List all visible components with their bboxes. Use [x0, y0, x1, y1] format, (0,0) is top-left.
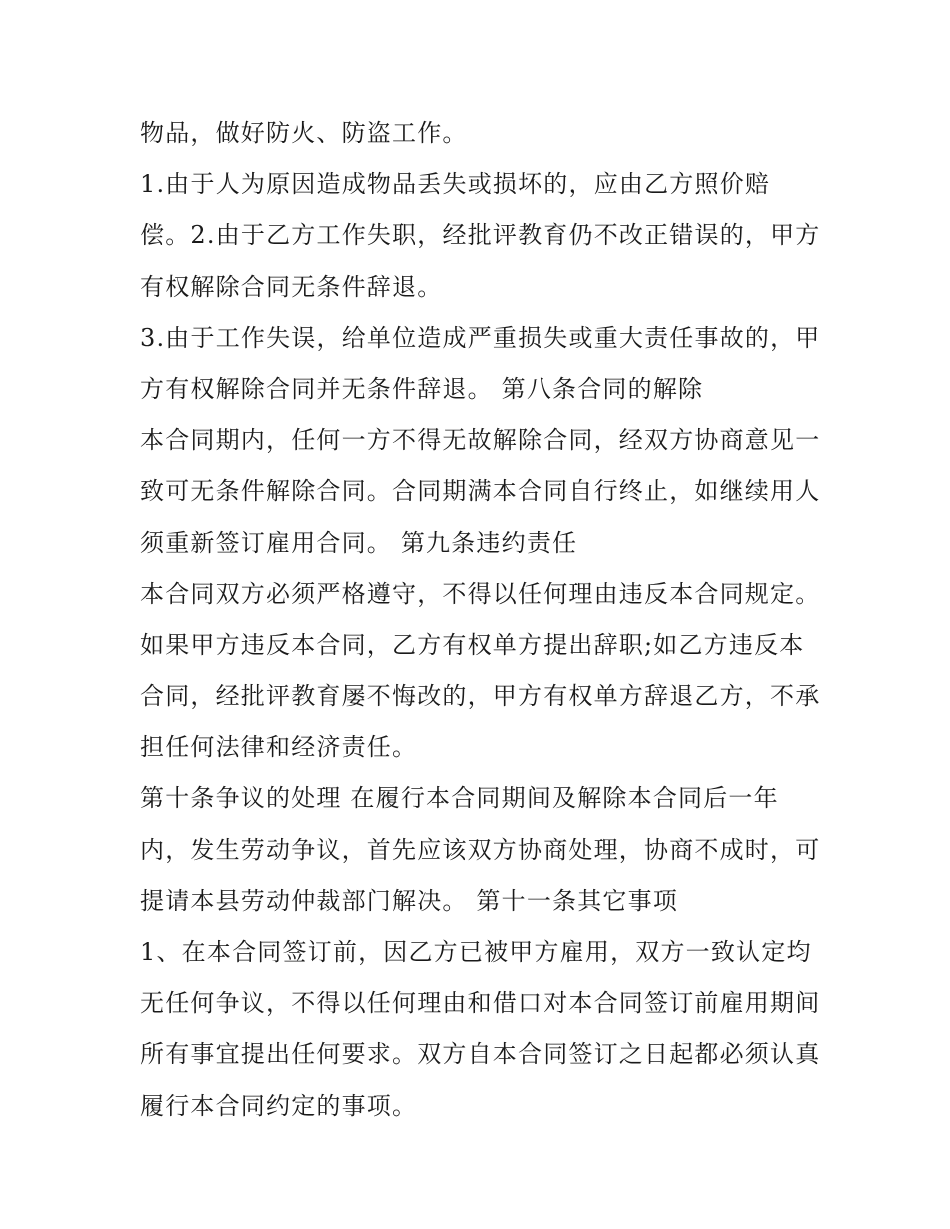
text-line: 须重新签订雇用合同。 第九条违约责任 — [140, 528, 578, 557]
text-line: 合同，经批评教育屡不悔改的，甲方有权单方辞退乙方，不承 — [140, 682, 821, 711]
text-line: 物品，做好防火、防盗工作。 — [140, 119, 468, 147]
contract-body-text — [140, 108, 830, 1132]
text-line: 方有权解除合同并无条件辞退。 第八条合同的解除 — [140, 374, 704, 403]
text-line: 3.由于工作失误，给单位造成严重损失或重大责任事故的，甲 — [140, 323, 821, 352]
text-line: 本合同期内，任何一方不得无故解除合同，经双方协商意见一 — [140, 426, 821, 455]
text-line: 偿。2.由于乙方工作失职，经批评教育仍不改正错误的，甲方 — [140, 221, 821, 250]
text-line: 1.由于人为原因造成物品丢失或损坏的，应由乙方照价赔 — [140, 170, 771, 199]
text-line: 如果甲方违反本合同，乙方有权单方提出辞职;如乙方违反本 — [140, 630, 805, 659]
text-line: 无任何争议，不得以任何理由和借口对本合同签订前雇用期间 — [140, 989, 821, 1018]
text-line: 履行本合同约定的事项。 — [140, 1091, 418, 1120]
text-line: 本合同双方必须严格遵守，不得以任何理由违反本合同规定。 — [140, 579, 821, 608]
text-line: 担任何法律和经济责任。 — [140, 733, 418, 762]
text-line: 内，发生劳动争议，首先应该双方协商处理，协商不成时，可 — [140, 835, 821, 864]
text-line: 第十条争议的处理 在履行本合同期间及解除本合同后一年 — [140, 784, 779, 813]
text-line: 有权解除合同无条件辞退。 — [140, 272, 443, 301]
text-line: 致可无条件解除合同。合同期满本合同自行终止，如继续用人 — [140, 477, 821, 506]
text-line: 1、在本合同签订前，因乙方已被甲方雇用，双方一致认定均 — [140, 938, 812, 966]
text-line: 所有事宜提出任何要求。双方自本合同签订之日起都必须认真 — [140, 1040, 821, 1069]
text-line: 提请本县劳动仲裁部门解决。 第十一条其它事项 — [140, 886, 679, 915]
